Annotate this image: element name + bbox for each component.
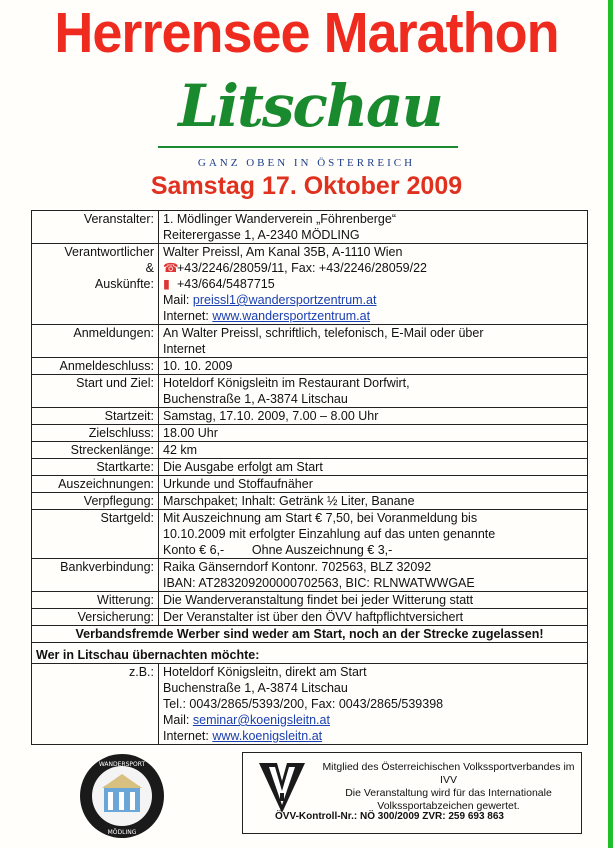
row-line: Hoteldorf Königsleitn im Restaurant Dorfwirt, xyxy=(163,376,410,390)
row-line: 10.10.2009 mit erfolgter Einzahlung auf das unten genannte xyxy=(163,527,496,541)
row-line: Hoteldorf Königsleitn, direkt am Start xyxy=(163,665,367,679)
row-label: Verpflegung: xyxy=(32,493,159,510)
table-row xyxy=(32,592,588,609)
table-row xyxy=(32,244,588,325)
row-line: Raika Gänserndorf Kontonr. 702563, BLZ 32092 xyxy=(163,560,432,574)
tagline: GANZ OBEN IN ÖSTERREICH xyxy=(197,157,416,169)
row-value: 42 km xyxy=(159,442,588,459)
table-row xyxy=(32,510,588,559)
table-row xyxy=(32,442,588,459)
row-label: Zielschluss: xyxy=(32,425,159,442)
row-line: IBAN: AT283209200000702563, BIC: RLNWATWWGAE xyxy=(163,576,475,590)
row-label: Verantwortlicher & Auskünfte: xyxy=(32,244,159,325)
row-line: Internet: www.koenigsleitn.at xyxy=(163,729,323,743)
logo-text: Litschau xyxy=(178,72,442,140)
ivv-logo-icon xyxy=(247,757,317,819)
row-value: Urkunde und Stoffaufnäher xyxy=(159,476,588,493)
green-edge xyxy=(608,0,613,848)
row-label: Bankverbindung: xyxy=(32,559,159,592)
row-label: Streckenlänge: xyxy=(32,442,159,459)
row-label: Startkarte: xyxy=(32,459,159,476)
table-row xyxy=(32,476,588,493)
phone-text: +43/2246/28059/11, Fax: +43/2246/28059/22 xyxy=(177,261,427,275)
logo-underline xyxy=(158,146,458,148)
row-line: Reiterergasse 1, A-2340 MÖDLING xyxy=(163,228,360,242)
row-value: Samstag, 17.10. 2009, 7.00 – 8.00 Uhr xyxy=(159,408,588,425)
row-value xyxy=(159,244,588,325)
ivv-box xyxy=(242,752,582,834)
row-value xyxy=(159,211,588,244)
ivv-line: Die Veranstaltung wird für das Internationale xyxy=(345,787,552,799)
hotel-mail-link[interactable]: seminar@koenigsleitn.at xyxy=(192,713,330,727)
litschau-logo xyxy=(150,72,470,152)
event-date: Samstag 17. Oktober 2009 xyxy=(150,172,463,200)
row-value: 18.00 Uhr xyxy=(159,425,588,442)
row-label: Auszeichnungen: xyxy=(32,476,159,493)
mobile-text: +43/664/5487715 xyxy=(177,277,275,291)
table-row xyxy=(32,459,588,476)
row-line: Mail: preissl1@wandersportzentrum.at xyxy=(163,293,377,307)
table-row xyxy=(32,664,588,745)
row-line: 1. Mödlinger Wanderverein „Föhrenberge“ xyxy=(163,212,396,226)
table-row xyxy=(32,493,588,510)
ivv-text xyxy=(321,761,576,813)
row-line: An Walter Preissl, schriftlich, telefonisch, E-Mail oder über xyxy=(163,326,484,340)
row-line xyxy=(163,276,583,292)
row-value xyxy=(159,510,588,559)
mail-link[interactable]: preissl1@wandersportzentrum.at xyxy=(192,293,377,307)
control-number: ÖVV-Kontroll-Nr.: NÖ 300/2009 ZVR: 259 693 863 xyxy=(275,811,504,822)
notice-text: Verbandsfremde Werber sind weder am Start, noch an der Strecke zugelassen! xyxy=(32,626,588,643)
row-line: Tel.: 0043/2865/5393/200, Fax: 0043/2865/539398 xyxy=(163,697,444,711)
row-line: Buchenstraße 1, A-3874 Litschau xyxy=(163,392,348,406)
table-row xyxy=(32,559,588,592)
row-label: Anmeldeschluss: xyxy=(32,358,159,375)
row-value xyxy=(159,325,588,358)
row-line: Walter Preissl, Am Kanal 35B, A-1110 Wien xyxy=(163,245,403,259)
row-line: Internet xyxy=(163,342,206,356)
row-line: Buchenstraße 1, A-3874 Litschau xyxy=(163,681,348,695)
row-value xyxy=(159,559,588,592)
row-label: Witterung: xyxy=(32,592,159,609)
row-value: Marschpaket; Inhalt: Getränk ½ Liter, Banane xyxy=(159,493,588,510)
overnight-heading: Wer in Litschau übernachten möchte: xyxy=(32,643,588,664)
row-line: Mail: seminar@koenigsleitn.at xyxy=(163,713,330,727)
mobile-icon: ▮ xyxy=(163,277,170,291)
club-badge xyxy=(78,752,166,840)
row-line xyxy=(163,260,583,276)
web-link[interactable]: www.wandersportzentrum.at xyxy=(212,309,371,323)
row-line: Mit Auszeichnung am Start € 7,50, bei Voranmeldung bis xyxy=(163,511,478,525)
svg-text:WANDERSPORT: WANDERSPORT xyxy=(98,761,146,768)
table-row xyxy=(32,375,588,408)
svg-text:MÖDLING: MÖDLING xyxy=(107,829,137,836)
row-line: Internet: www.wandersportzentrum.at xyxy=(163,309,371,323)
table-row xyxy=(32,408,588,425)
row-label: Anmeldungen: xyxy=(32,325,159,358)
notice-row xyxy=(32,626,588,643)
info-table xyxy=(31,210,588,745)
table-row xyxy=(32,425,588,442)
row-label: Versicherung: xyxy=(32,609,159,626)
row-label: Startgeld: xyxy=(32,510,159,559)
row-label: Veranstalter: xyxy=(32,211,159,244)
row-value xyxy=(159,375,588,408)
row-value: Der Veranstalter ist über den ÖVV haftpflichtversichert xyxy=(159,609,588,626)
table-row xyxy=(32,358,588,375)
row-value: Die Ausgabe erfolgt am Start xyxy=(159,459,588,476)
row-label: z.B.: xyxy=(32,664,159,745)
row-label: Startzeit: xyxy=(32,408,159,425)
table-row xyxy=(32,609,588,626)
hotel-web-link[interactable]: www.koenigsleitn.at xyxy=(212,729,323,743)
row-label: Start und Ziel: xyxy=(32,375,159,408)
row-value xyxy=(159,664,588,745)
row-line: Konto € 6,- Ohne Auszeichnung € 3,- xyxy=(163,543,393,557)
phone-icon: ☎ xyxy=(163,261,179,275)
overnight-heading-row xyxy=(32,643,588,664)
ivv-line: Volkssportabzeichen gewertet. xyxy=(377,800,520,812)
ivv-line: Mitglied des Österreichischen Volkssportverbandes im IVV xyxy=(322,761,575,786)
row-value: Die Wanderveranstaltung findet bei jeder Witterung statt xyxy=(159,592,588,609)
table-row xyxy=(32,211,588,244)
row-value: 10. 10. 2009 xyxy=(159,358,588,375)
table-row xyxy=(32,325,588,358)
event-title: Herrensee Marathon xyxy=(54,1,559,65)
